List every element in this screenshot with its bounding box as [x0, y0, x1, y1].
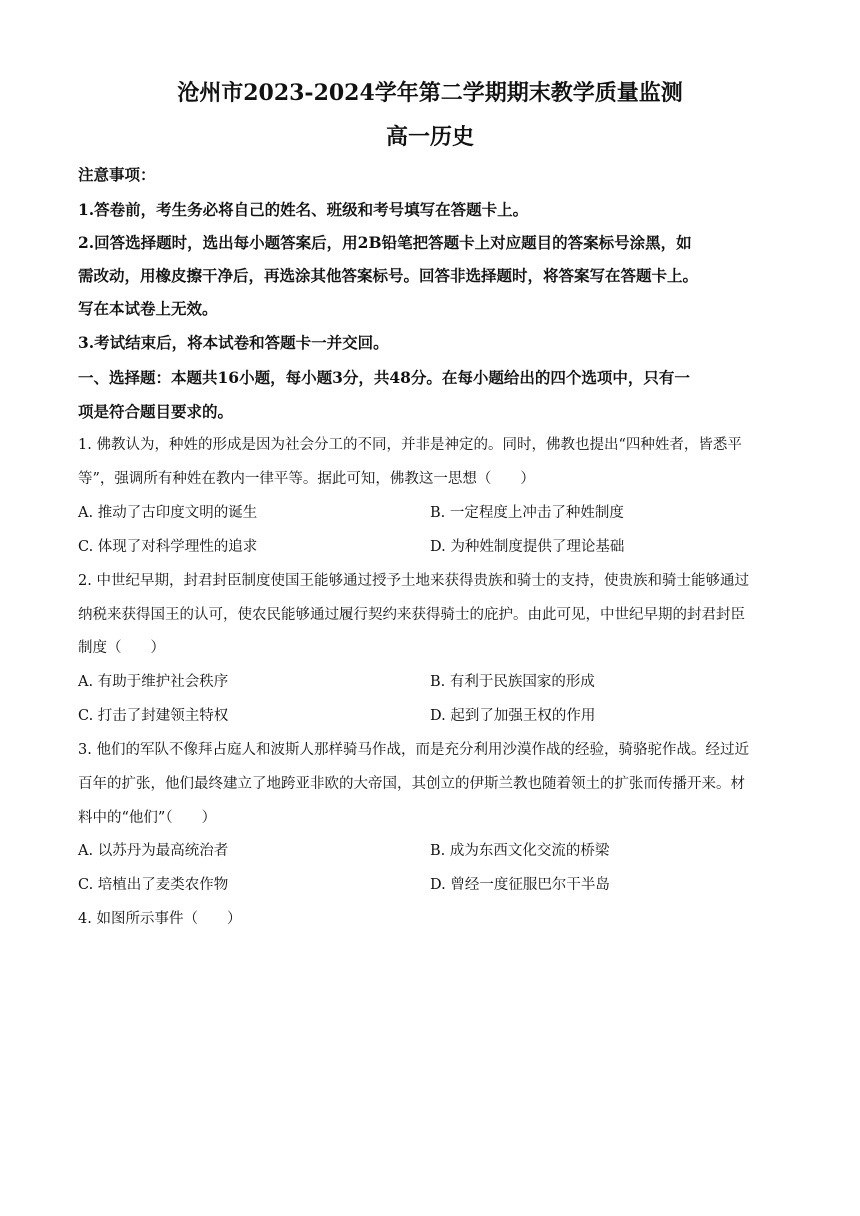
notice-item-2-cont: 需改动，用橡皮擦干净后，再选涂其他答案标号。回答非选择题时，将答案写在答题卡上。: [78, 266, 699, 285]
notice-item-3: 3.考试结束后，将本试卷和答题卡一并交回。: [78, 333, 389, 352]
question-1-option-a: A. 推动了古印度文明的诞生: [78, 505, 258, 521]
notice-item-2: 2.回答选择题时，选出每小题答案后，用2B铅笔把答题卡上对应题目的答案标号涂黑，如: [78, 233, 692, 252]
exam-title: 沧州市2023-2024学年第二学期期末教学质量监测: [177, 80, 683, 106]
notice-item-2-cont: 写在本试卷上无效。: [78, 299, 218, 318]
question-3-option-d: D. 曾经一度征服巴尔干半岛: [430, 877, 610, 893]
question-2-option-c: C. 打击了封建领主特权: [78, 708, 229, 724]
question-2-stem: 2. 中世纪早期，封君封臣制度使国王能够通过授予土地来获得贵族和骑士的支持，使贵族和骑士能够通过: [78, 573, 749, 589]
question-1-option-c: C. 体现了对科学理性的追求: [78, 539, 258, 555]
question-3-stem-cont: 料中的“他们”（ ）: [78, 810, 217, 826]
question-3-option-b: B. 成为东西文化交流的桥梁: [430, 843, 610, 859]
question-1-option-b: B. 一定程度上冲击了种姓制度: [430, 505, 624, 521]
question-1-stem: 1. 佛教认为，种姓的形成是因为社会分工的不同，并非是神定的。同时，佛教也提出“四种姓者，皆悉平: [78, 437, 742, 453]
question-3-stem: 3. 他们的军队不像拜占庭人和波斯人那样骑马作战，而是充分利用沙漠作战的经验，骑骆驼作战。经过近: [78, 742, 749, 758]
notice-heading: 注意事项：: [78, 165, 156, 184]
notice-item-1: 1.答卷前，考生务必将自己的姓名、班级和考号填写在答题卡上。: [78, 200, 529, 219]
question-2-stem-cont: 制度（ ）: [78, 640, 165, 656]
question-1-option-d: D. 为种姓制度提供了理论基础: [430, 539, 625, 555]
question-4-stem: 4. 如图所示事件（ ）: [78, 911, 242, 927]
question-2-stem-cont: 纳税来获得国王的认可，使农民能够通过履行契约来获得骑士的庇护。由此可见，中世纪早期的封君封臣: [78, 607, 745, 623]
question-1-stem-cont: 等”，强调所有种姓在教内一律平等。据此可知，佛教这一思想（ ）: [78, 471, 535, 487]
section-heading-cont: 项是符合题目要求的。: [78, 402, 234, 421]
question-2-option-d: D. 起到了加强王权的作用: [430, 708, 596, 724]
question-3-option-c: C. 培植出了麦类农作物: [78, 877, 229, 893]
question-2-option-b: B. 有利于民族国家的形成: [430, 674, 595, 690]
exam-subject: 高一历史: [385, 124, 474, 150]
question-3-option-a: A. 以苏丹为最高统治者: [78, 843, 229, 859]
question-3-stem-cont: 百年的扩张，他们最终建立了地跨亚非欧的大帝国，其创立的伊斯兰教也随着领土的扩张而传播开来。材: [78, 776, 745, 792]
question-2-option-a: A. 有助于维护社会秩序: [78, 674, 229, 690]
section-heading: 一、选择题：本题共16小题，每小题3分，共48分。在每小题给出的四个选项中，只有一: [78, 368, 690, 387]
